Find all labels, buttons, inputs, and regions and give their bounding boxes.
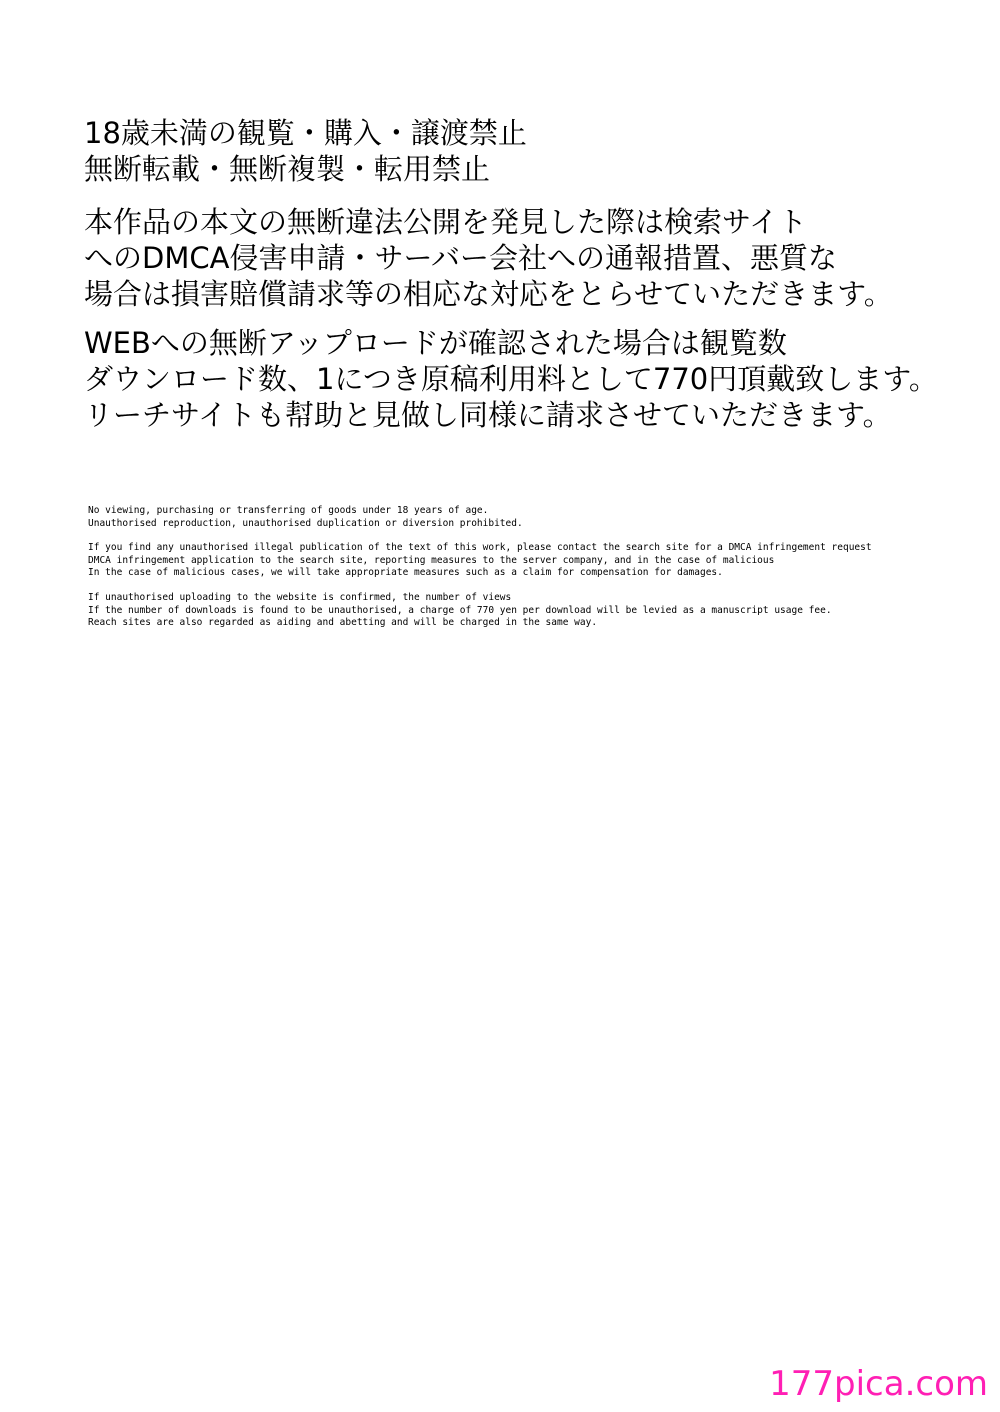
en-fee-line: Reach sites are also regarded as aiding and abetting and will be charged in the same way. — [88, 617, 598, 628]
jp-fee-line: リーチサイトも幇助と見做し同様に請求させていただきます。 — [84, 398, 892, 432]
jp-warning-line: 無断転載・無断複製・転用禁止 — [84, 152, 491, 186]
watermark-text: 177pica.com — [769, 1364, 988, 1404]
english-fee-paragraph — [88, 592, 832, 630]
en-dmca-line: In the case of malicious cases, we will take appropriate measures such as a claim for compensation for damages. — [88, 567, 723, 578]
jp-dmca-line: へのDMCA侵害申請・サーバー会社への通報措置、悪質な — [84, 241, 837, 275]
en-fee-line: If unauthorised uploading to the website is confirmed, the number of views — [88, 592, 512, 603]
en-dmca-line: DMCA infringement application to the search site, reporting measures to the server company, and in the case of malicious — [88, 554, 775, 566]
en-dmca-line: If you find any unauthorised illegal publication of the text of this work, please contact the search site for a DMCA infringement request — [88, 542, 872, 553]
en-fee-line: If the number of downloads is found to be unauthorised, a charge of 770 yen per download will be levied as a manuscript usage fee. — [88, 604, 832, 616]
jp-fee-line: ダウンロード数、1につき原稿利用料として770円頂戴致します。 — [84, 362, 938, 396]
jp-dmca-line: 本作品の本文の無断違法公開を発見した際は検索サイト — [84, 205, 807, 239]
en-warning-line: Unauthorised reproduction, unauthorised duplication or diversion prohibited. — [88, 517, 523, 529]
jp-fee-line: WEBへの無断アップロードが確認された場合は観覧数 — [84, 326, 787, 360]
english-warning-paragraph — [88, 505, 523, 530]
japanese-warning-paragraph — [84, 115, 527, 187]
english-dmca-paragraph — [88, 542, 872, 580]
jp-warning-line: 18歳未満の観覧・購入・譲渡禁止 — [84, 116, 527, 150]
japanese-dmca-paragraph — [84, 204, 893, 312]
en-warning-line: No viewing, purchasing or transferring of goods under 18 years of age. — [88, 505, 489, 516]
jp-dmca-line: 場合は損害賠償請求等の相応な対応をとらせていただきます。 — [84, 277, 893, 311]
japanese-fee-paragraph — [84, 325, 938, 433]
